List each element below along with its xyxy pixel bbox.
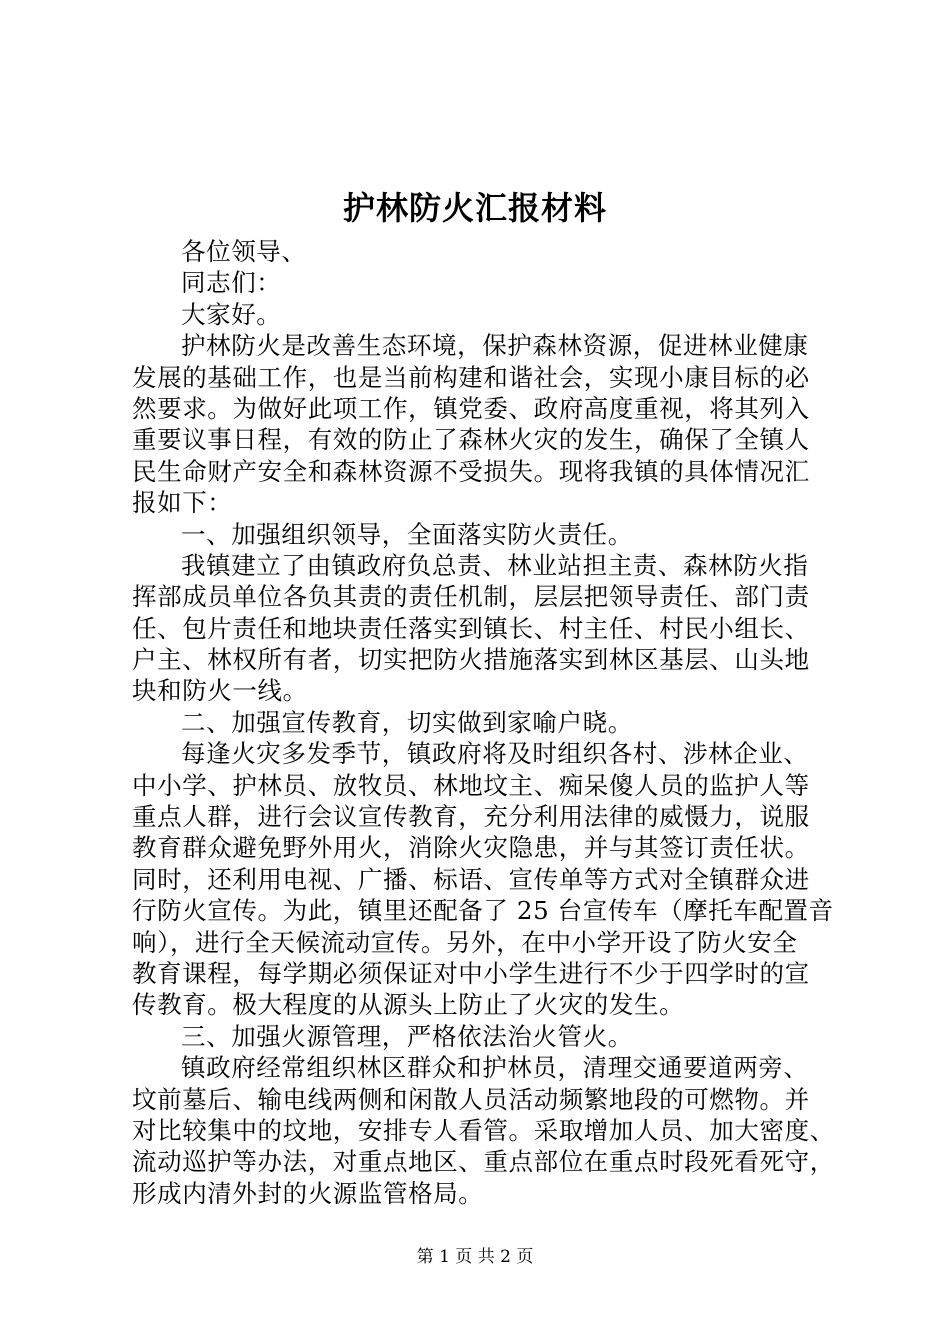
text-line: 流动巡护等办法，对重点地区、重点部位在重点时段死看死守， [132, 1147, 835, 1177]
text-line: 护林防火是改善生态环境，保护森林资源，促进林业健康 [181, 331, 809, 361]
text-line: 任、包片责任和地块责任落实到镇长、村主任、村民小组长、 [132, 613, 810, 643]
text-line: 大家好。 [181, 299, 282, 329]
text-line: 行防火宣传。为此，镇里还配备了 25 台宣传车（摩托车配置音 [132, 896, 834, 926]
text-line: 户主、林权所有者，切实把防火措施落实到林区基层、山头地 [132, 645, 810, 675]
text-line: 同志们： [181, 268, 282, 298]
text-line: 各位领导、 [181, 237, 307, 266]
text-line: 发展的基础工作，也是当前构建和谐社会，实现小康目标的必 [132, 362, 810, 392]
document-body [132, 236, 835, 1209]
text-line: 报如下： [132, 488, 233, 518]
text-line: 重要议事日程，有效的防止了森林火灾的发生，确保了全镇人 [132, 425, 810, 455]
text-line: 同时，还利用电视、广播、标语、宣传单等方式对全镇群众进 [132, 864, 810, 894]
text-line: 坟前墓后、输电线两侧和闲散人员活动频繁地段的可燃物。并 [132, 1084, 810, 1114]
text-line: 镇政府经常组织林区群众和护林员，清理交通要道两旁、 [181, 1053, 809, 1083]
text-line: 民生命财产安全和森林资源不受损失。现将我镇的具体情况汇 [132, 456, 810, 486]
page-footer: 第 1 页 共 2 页 [416, 1247, 534, 1267]
text-line: 教育群众避免野外用火，消除火灾隐患，并与其签订责任状。 [132, 833, 810, 863]
text-line: 块和防火一线。 [132, 676, 308, 706]
text-line: 中小学、护林员、放牧员、林地坟主、痴呆傻人员的监护人等 [132, 770, 810, 800]
text-line: 三、加强火源管理，严格依法治火管火。 [181, 1021, 633, 1051]
text-line: 传教育。极大程度的从源头上防止了火灾的发生。 [132, 990, 685, 1020]
text-line: 形成内清外封的火源监管格局。 [132, 1178, 484, 1208]
text-line: 挥部成员单位各负其责的责任机制，层层把领导责任、部门责 [132, 582, 810, 612]
text-line: 每逢火灾多发季节，镇政府将及时组织各村、涉林企业、 [181, 739, 809, 769]
text-line: 二、加强宣传教育，切实做到家喻户晓。 [181, 707, 633, 737]
text-line: 一、加强组织领导，全面落实防火责任。 [181, 519, 633, 549]
text-line: 然要求。为做好此项工作，镇党委、政府高度重视，将其列入 [132, 393, 810, 423]
page-title: 护林防火汇报材料 [342, 189, 607, 227]
text-line: 响），进行全天候流动宣传。另外，在中小学开设了防火安全 [132, 927, 798, 957]
text-line: 我镇建立了由镇政府负总责、林业站担主责、森林防火指 [181, 550, 809, 580]
text-line: 对比较集中的坟地，安排专人看管。采取增加人员、加大密度、 [132, 1115, 835, 1145]
text-line: 重点人群，进行会议宣传教育，充分利用法律的威慑力，说服 [132, 802, 810, 832]
text-line: 教育课程，每学期必须保证对中小学生进行不少于四学时的宣 [132, 958, 810, 988]
